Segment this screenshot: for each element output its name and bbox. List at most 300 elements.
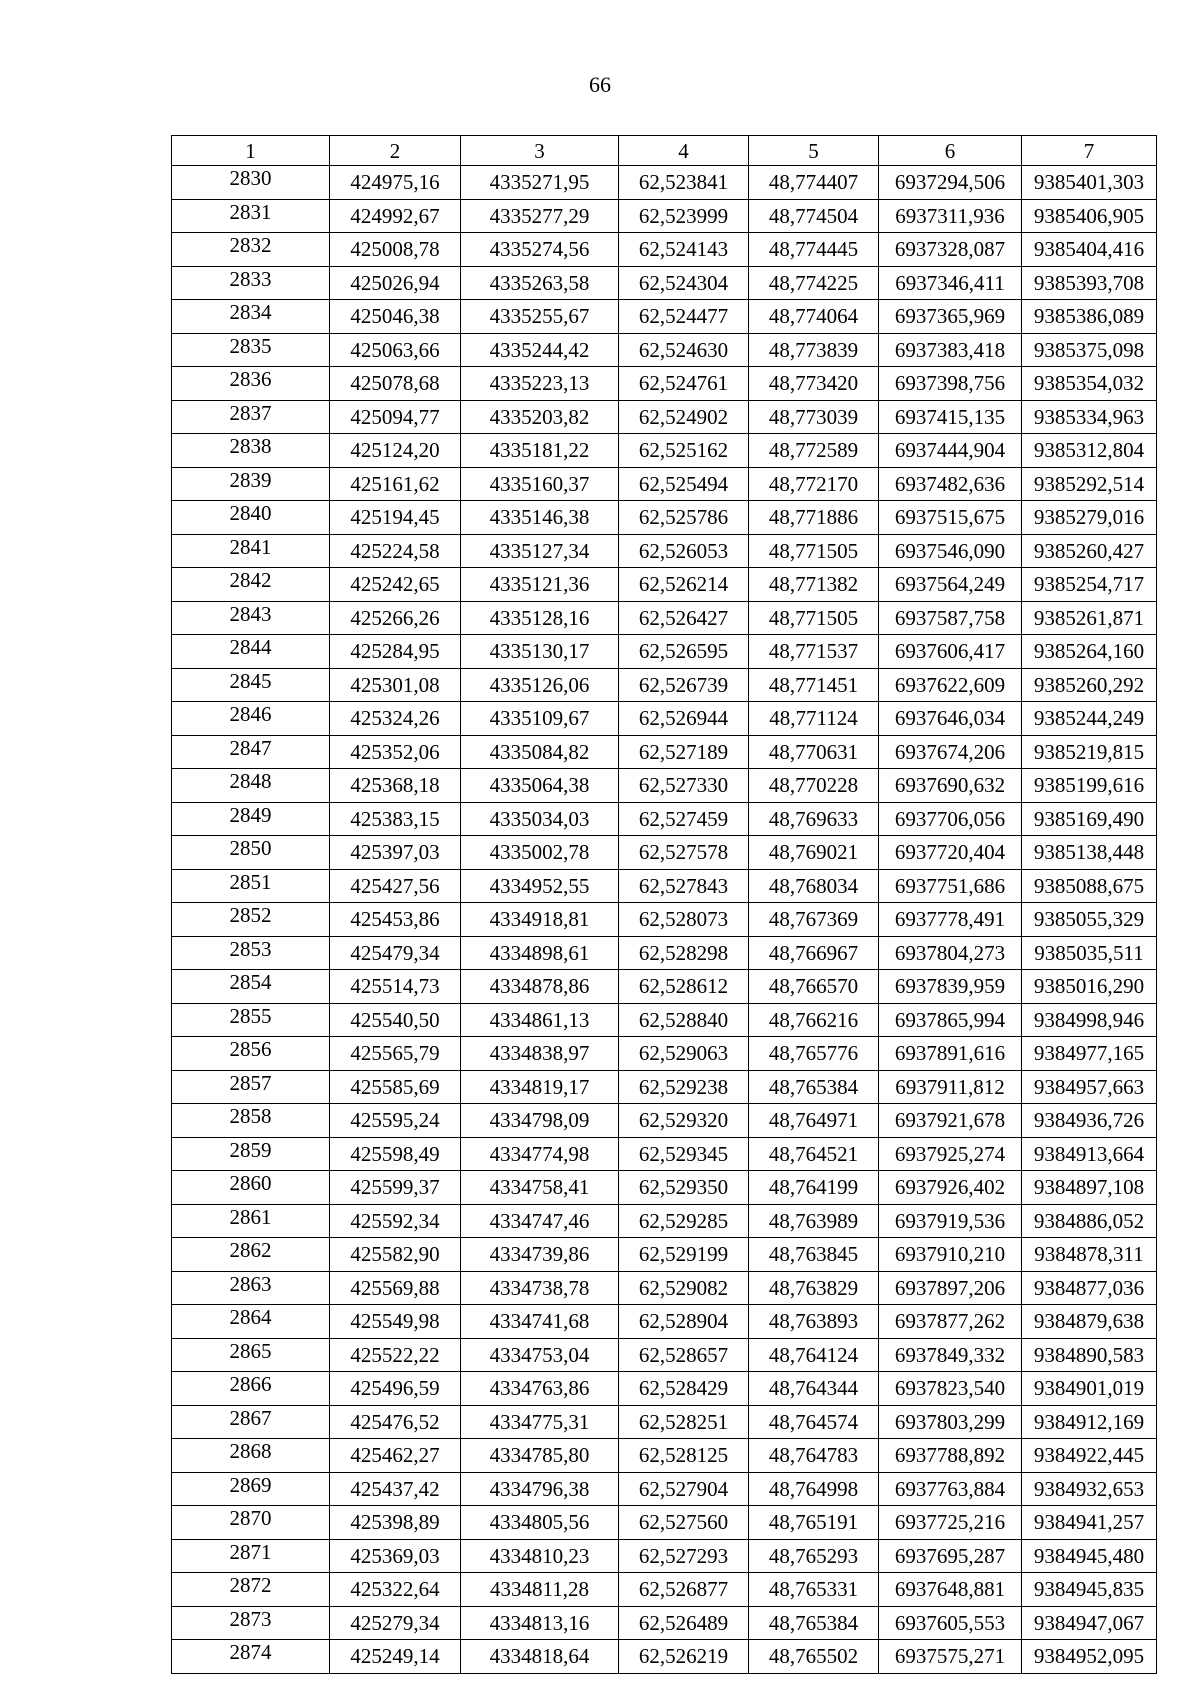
table-cell: 48,772170 xyxy=(749,467,879,501)
table-cell: 9385393,708 xyxy=(1022,266,1157,300)
table-cell: 425242,65 xyxy=(330,568,461,602)
table-cell: 6937919,536 xyxy=(879,1204,1022,1238)
table-cell: 9385244,249 xyxy=(1022,702,1157,736)
table-cell: 2845 xyxy=(172,668,330,702)
table-cell: 4334813,16 xyxy=(461,1606,619,1640)
table-cell: 4335126,06 xyxy=(461,668,619,702)
table-cell: 2847 xyxy=(172,735,330,769)
table-cell: 9384879,638 xyxy=(1022,1305,1157,1339)
table-row xyxy=(172,936,1157,970)
table-cell: 62,526944 xyxy=(619,702,749,736)
table-cell: 2841 xyxy=(172,534,330,568)
table-cell: 48,764998 xyxy=(749,1472,879,1506)
table-cell: 2858 xyxy=(172,1104,330,1138)
table-cell: 6937690,632 xyxy=(879,769,1022,803)
table-row xyxy=(172,467,1157,501)
table-cell: 2869 xyxy=(172,1472,330,1506)
table-cell: 424975,16 xyxy=(330,166,461,200)
table-cell: 62,525162 xyxy=(619,434,749,468)
table-cell: 6937294,506 xyxy=(879,166,1022,200)
column-header: 3 xyxy=(461,136,619,166)
table-cell: 48,766570 xyxy=(749,970,879,1004)
table-row xyxy=(172,735,1157,769)
table-row xyxy=(172,534,1157,568)
table-cell: 2834 xyxy=(172,300,330,334)
table-cell: 2874 xyxy=(172,1640,330,1674)
table-cell: 4335084,82 xyxy=(461,735,619,769)
table-cell: 2832 xyxy=(172,233,330,267)
table-cell: 2870 xyxy=(172,1506,330,1540)
table-cell: 48,764783 xyxy=(749,1439,879,1473)
table-cell: 4334775,31 xyxy=(461,1405,619,1439)
table-cell: 6937444,904 xyxy=(879,434,1022,468)
table-cell: 6937606,417 xyxy=(879,635,1022,669)
table-cell: 62,527904 xyxy=(619,1472,749,1506)
table-cell: 2837 xyxy=(172,400,330,434)
table-cell: 9385055,329 xyxy=(1022,903,1157,937)
table-cell: 62,526489 xyxy=(619,1606,749,1640)
table-row xyxy=(172,568,1157,602)
table-cell: 9385334,963 xyxy=(1022,400,1157,434)
table-cell: 2844 xyxy=(172,635,330,669)
table-row xyxy=(172,1506,1157,1540)
table-cell: 6937646,034 xyxy=(879,702,1022,736)
table-cell: 9385088,675 xyxy=(1022,869,1157,903)
table-cell: 9384913,664 xyxy=(1022,1137,1157,1171)
table-cell: 2851 xyxy=(172,869,330,903)
table-row xyxy=(172,1271,1157,1305)
table-cell: 4334952,55 xyxy=(461,869,619,903)
table-cell: 2855 xyxy=(172,1003,330,1037)
table-cell: 6937823,540 xyxy=(879,1372,1022,1406)
table-cell: 62,524630 xyxy=(619,333,749,367)
table-cell: 48,765191 xyxy=(749,1506,879,1540)
table-cell: 9384936,726 xyxy=(1022,1104,1157,1138)
table-cell: 425224,58 xyxy=(330,534,461,568)
page-number: 66 xyxy=(589,72,611,97)
table-cell: 48,769633 xyxy=(749,802,879,836)
table-cell: 4335244,42 xyxy=(461,333,619,367)
table-cell: 425549,98 xyxy=(330,1305,461,1339)
table-cell: 62,528840 xyxy=(619,1003,749,1037)
table-row xyxy=(172,769,1157,803)
table-cell: 4334741,68 xyxy=(461,1305,619,1339)
table-cell: 48,774407 xyxy=(749,166,879,200)
table-row xyxy=(172,668,1157,702)
table-cell: 9384945,835 xyxy=(1022,1573,1157,1607)
table-cell: 2848 xyxy=(172,769,330,803)
table-row xyxy=(172,802,1157,836)
table-cell: 9384977,165 xyxy=(1022,1037,1157,1071)
table-cell: 4334739,86 xyxy=(461,1238,619,1272)
table-cell: 2849 xyxy=(172,802,330,836)
table-row xyxy=(172,1171,1157,1205)
table-cell: 4335130,17 xyxy=(461,635,619,669)
table-row xyxy=(172,1539,1157,1573)
table-cell: 2842 xyxy=(172,568,330,602)
table-cell: 2861 xyxy=(172,1204,330,1238)
table-row xyxy=(172,635,1157,669)
table-cell: 9384897,108 xyxy=(1022,1171,1157,1205)
table-cell: 48,764344 xyxy=(749,1372,879,1406)
table-cell: 6937804,273 xyxy=(879,936,1022,970)
table-cell: 4334796,38 xyxy=(461,1472,619,1506)
table-cell: 6937546,090 xyxy=(879,534,1022,568)
table-cell: 48,765331 xyxy=(749,1573,879,1607)
table-row xyxy=(172,1070,1157,1104)
table-cell: 4335203,82 xyxy=(461,400,619,434)
table-cell: 4334818,64 xyxy=(461,1640,619,1674)
table-cell: 6937911,812 xyxy=(879,1070,1022,1104)
table-cell: 48,774064 xyxy=(749,300,879,334)
table-cell: 9385401,303 xyxy=(1022,166,1157,200)
table-cell: 62,527330 xyxy=(619,769,749,803)
table-cell: 2852 xyxy=(172,903,330,937)
table-cell: 6937383,418 xyxy=(879,333,1022,367)
table-row xyxy=(172,1037,1157,1071)
table-cell: 425599,37 xyxy=(330,1171,461,1205)
table-cell: 48,763893 xyxy=(749,1305,879,1339)
table-cell: 4334747,46 xyxy=(461,1204,619,1238)
table-row xyxy=(172,903,1157,937)
table-cell: 62,526214 xyxy=(619,568,749,602)
table-cell: 4334811,28 xyxy=(461,1573,619,1607)
table-row xyxy=(172,1204,1157,1238)
table-cell: 9385312,804 xyxy=(1022,434,1157,468)
table-cell: 4334738,78 xyxy=(461,1271,619,1305)
table-cell: 48,773839 xyxy=(749,333,879,367)
table-cell: 9385404,416 xyxy=(1022,233,1157,267)
table-cell: 4334819,17 xyxy=(461,1070,619,1104)
table-cell: 62,528612 xyxy=(619,970,749,1004)
table-cell: 62,528251 xyxy=(619,1405,749,1439)
table-cell: 425569,88 xyxy=(330,1271,461,1305)
table-row xyxy=(172,1305,1157,1339)
table-cell: 6937695,287 xyxy=(879,1539,1022,1573)
table-cell: 6937674,206 xyxy=(879,735,1022,769)
table-cell: 9384886,052 xyxy=(1022,1204,1157,1238)
table-cell: 425078,68 xyxy=(330,367,461,401)
table-cell: 62,526053 xyxy=(619,534,749,568)
table-cell: 4335064,38 xyxy=(461,769,619,803)
table-cell: 4334798,09 xyxy=(461,1104,619,1138)
column-header: 6 xyxy=(879,136,1022,166)
table-row xyxy=(172,1405,1157,1439)
table-cell: 6937575,271 xyxy=(879,1640,1022,1674)
table-cell: 48,763845 xyxy=(749,1238,879,1272)
table-row xyxy=(172,1238,1157,1272)
table-cell: 48,767369 xyxy=(749,903,879,937)
table-cell: 9385386,089 xyxy=(1022,300,1157,334)
table-cell: 6937751,686 xyxy=(879,869,1022,903)
table-cell: 9384901,019 xyxy=(1022,1372,1157,1406)
table-row xyxy=(172,1104,1157,1138)
table-cell: 62,523841 xyxy=(619,166,749,200)
table-cell: 4335034,03 xyxy=(461,802,619,836)
table-cell: 2857 xyxy=(172,1070,330,1104)
table-cell: 62,528657 xyxy=(619,1338,749,1372)
coordinates-table xyxy=(171,135,1157,1674)
table-cell: 6937926,402 xyxy=(879,1171,1022,1205)
table-cell: 425249,14 xyxy=(330,1640,461,1674)
table-cell: 4335128,16 xyxy=(461,601,619,635)
table-cell: 424992,67 xyxy=(330,199,461,233)
table-body xyxy=(172,136,1157,1674)
table-cell: 48,774445 xyxy=(749,233,879,267)
table-cell: 9385138,448 xyxy=(1022,836,1157,870)
table-cell: 6937587,758 xyxy=(879,601,1022,635)
table-cell: 2871 xyxy=(172,1539,330,1573)
table-cell: 6937415,135 xyxy=(879,400,1022,434)
table-cell: 62,529345 xyxy=(619,1137,749,1171)
table-cell: 425266,26 xyxy=(330,601,461,635)
table-cell: 6937365,969 xyxy=(879,300,1022,334)
table-cell: 2864 xyxy=(172,1305,330,1339)
table-cell: 6937346,411 xyxy=(879,266,1022,300)
table-cell: 425514,73 xyxy=(330,970,461,1004)
table-cell: 9384957,663 xyxy=(1022,1070,1157,1104)
table-cell: 62,524304 xyxy=(619,266,749,300)
table-cell: 2838 xyxy=(172,434,330,468)
table-cell: 62,523999 xyxy=(619,199,749,233)
table-cell: 62,526427 xyxy=(619,601,749,635)
table-cell: 6937648,881 xyxy=(879,1573,1022,1607)
table-cell: 9384878,311 xyxy=(1022,1238,1157,1272)
table-row xyxy=(172,1372,1157,1406)
table-cell: 425279,34 xyxy=(330,1606,461,1640)
table-row xyxy=(172,1003,1157,1037)
table-cell: 425063,66 xyxy=(330,333,461,367)
table-cell: 425522,22 xyxy=(330,1338,461,1372)
table-cell: 2873 xyxy=(172,1606,330,1640)
table-cell: 48,763989 xyxy=(749,1204,879,1238)
table-row xyxy=(172,400,1157,434)
table-cell: 48,765384 xyxy=(749,1070,879,1104)
table-cell: 425592,34 xyxy=(330,1204,461,1238)
table-cell: 48,771451 xyxy=(749,668,879,702)
table-cell: 9385354,032 xyxy=(1022,367,1157,401)
table-cell: 425161,62 xyxy=(330,467,461,501)
table-cell: 4335181,22 xyxy=(461,434,619,468)
table-cell: 4334753,04 xyxy=(461,1338,619,1372)
table-header-row xyxy=(172,136,1157,166)
table-cell: 48,773420 xyxy=(749,367,879,401)
table-cell: 48,764199 xyxy=(749,1171,879,1205)
table-cell: 4334898,61 xyxy=(461,936,619,970)
table-cell: 6937482,636 xyxy=(879,467,1022,501)
table-cell: 9384941,257 xyxy=(1022,1506,1157,1540)
table-cell: 425368,18 xyxy=(330,769,461,803)
table-row xyxy=(172,266,1157,300)
table-cell: 9385264,160 xyxy=(1022,635,1157,669)
table-cell: 2846 xyxy=(172,702,330,736)
table-row xyxy=(172,836,1157,870)
table-cell: 425453,86 xyxy=(330,903,461,937)
table-cell: 48,771505 xyxy=(749,601,879,635)
table-cell: 62,529199 xyxy=(619,1238,749,1272)
table-cell: 9385260,427 xyxy=(1022,534,1157,568)
table-cell: 2854 xyxy=(172,970,330,1004)
table-cell: 9385375,098 xyxy=(1022,333,1157,367)
table-cell: 2872 xyxy=(172,1573,330,1607)
table-cell: 425496,59 xyxy=(330,1372,461,1406)
table-cell: 48,771382 xyxy=(749,568,879,602)
table-cell: 2850 xyxy=(172,836,330,870)
table-cell: 425479,34 xyxy=(330,936,461,970)
table-cell: 9385016,290 xyxy=(1022,970,1157,1004)
table-cell: 2865 xyxy=(172,1338,330,1372)
table-cell: 425124,20 xyxy=(330,434,461,468)
table-row xyxy=(172,1606,1157,1640)
table-row xyxy=(172,434,1157,468)
table-cell: 425383,15 xyxy=(330,802,461,836)
table-cell: 2833 xyxy=(172,266,330,300)
table-cell: 4334763,86 xyxy=(461,1372,619,1406)
table-cell: 48,765502 xyxy=(749,1640,879,1674)
table-row xyxy=(172,601,1157,635)
table-row xyxy=(172,1137,1157,1171)
table-cell: 4335109,67 xyxy=(461,702,619,736)
table-cell: 48,771505 xyxy=(749,534,879,568)
table-cell: 9384890,583 xyxy=(1022,1338,1157,1372)
table-cell: 62,528429 xyxy=(619,1372,749,1406)
table-cell: 2867 xyxy=(172,1405,330,1439)
table-cell: 4335002,78 xyxy=(461,836,619,870)
table-cell: 6937925,274 xyxy=(879,1137,1022,1171)
table-cell: 6937921,678 xyxy=(879,1104,1022,1138)
table-cell: 62,524761 xyxy=(619,367,749,401)
table-cell: 4334774,98 xyxy=(461,1137,619,1171)
table-cell: 2836 xyxy=(172,367,330,401)
table-cell: 6937622,609 xyxy=(879,668,1022,702)
column-header: 4 xyxy=(619,136,749,166)
table-cell: 6937877,262 xyxy=(879,1305,1022,1339)
table-cell: 9385169,490 xyxy=(1022,802,1157,836)
table-cell: 6937910,210 xyxy=(879,1238,1022,1272)
table-cell: 48,764521 xyxy=(749,1137,879,1171)
table-cell: 4335263,58 xyxy=(461,266,619,300)
table-cell: 9384877,036 xyxy=(1022,1271,1157,1305)
table-cell: 48,769021 xyxy=(749,836,879,870)
table-cell: 425565,79 xyxy=(330,1037,461,1071)
table-cell: 425427,56 xyxy=(330,869,461,903)
table-cell: 6937311,936 xyxy=(879,199,1022,233)
table-cell: 6937865,994 xyxy=(879,1003,1022,1037)
table-row xyxy=(172,233,1157,267)
table-cell: 6937398,756 xyxy=(879,367,1022,401)
table-row xyxy=(172,869,1157,903)
table-cell: 9385279,016 xyxy=(1022,501,1157,535)
table-cell: 48,764124 xyxy=(749,1338,879,1372)
table-cell: 62,529285 xyxy=(619,1204,749,1238)
table-cell: 48,770228 xyxy=(749,769,879,803)
table-cell: 9384945,480 xyxy=(1022,1539,1157,1573)
table-cell: 425301,08 xyxy=(330,668,461,702)
table-row xyxy=(172,199,1157,233)
table-cell: 4334810,23 xyxy=(461,1539,619,1573)
table-cell: 6937803,299 xyxy=(879,1405,1022,1439)
table-cell: 48,764971 xyxy=(749,1104,879,1138)
table-cell: 6937849,332 xyxy=(879,1338,1022,1372)
table-cell: 4334758,41 xyxy=(461,1171,619,1205)
table-cell: 9385199,616 xyxy=(1022,769,1157,803)
table-cell: 4335255,67 xyxy=(461,300,619,334)
table-cell: 62,527293 xyxy=(619,1539,749,1573)
table-cell: 425369,03 xyxy=(330,1539,461,1573)
table-cell: 48,774504 xyxy=(749,199,879,233)
table-cell: 4334918,81 xyxy=(461,903,619,937)
table-cell: 9384998,946 xyxy=(1022,1003,1157,1037)
table-cell: 62,524902 xyxy=(619,400,749,434)
table-cell: 4334785,80 xyxy=(461,1439,619,1473)
table-cell: 62,528904 xyxy=(619,1305,749,1339)
table-cell: 48,772589 xyxy=(749,434,879,468)
table-cell: 425094,77 xyxy=(330,400,461,434)
table-cell: 9385254,717 xyxy=(1022,568,1157,602)
table-cell: 9385292,514 xyxy=(1022,467,1157,501)
table-cell: 48,764574 xyxy=(749,1405,879,1439)
table-cell: 6937328,087 xyxy=(879,233,1022,267)
table-row xyxy=(172,702,1157,736)
table-cell: 48,765384 xyxy=(749,1606,879,1640)
table-row xyxy=(172,1472,1157,1506)
table-cell: 62,528073 xyxy=(619,903,749,937)
table-cell: 4335271,95 xyxy=(461,166,619,200)
table-row xyxy=(172,333,1157,367)
table-cell: 9384932,653 xyxy=(1022,1472,1157,1506)
table-cell: 9385035,511 xyxy=(1022,936,1157,970)
table-cell: 62,527459 xyxy=(619,802,749,836)
table-cell: 48,766216 xyxy=(749,1003,879,1037)
table-cell: 62,527560 xyxy=(619,1506,749,1540)
table-cell: 2853 xyxy=(172,936,330,970)
table-row xyxy=(172,1573,1157,1607)
table-cell: 48,766967 xyxy=(749,936,879,970)
table-cell: 2835 xyxy=(172,333,330,367)
table-cell: 6937839,959 xyxy=(879,970,1022,1004)
table-cell: 62,527578 xyxy=(619,836,749,870)
table-cell: 425008,78 xyxy=(330,233,461,267)
table-cell: 48,765293 xyxy=(749,1539,879,1573)
table-cell: 6937891,616 xyxy=(879,1037,1022,1071)
table-cell: 425598,49 xyxy=(330,1137,461,1171)
table-cell: 48,768034 xyxy=(749,869,879,903)
table-cell: 425322,64 xyxy=(330,1573,461,1607)
table-cell: 48,763829 xyxy=(749,1271,879,1305)
table-cell: 48,773039 xyxy=(749,400,879,434)
table-cell: 6937720,404 xyxy=(879,836,1022,870)
table-row xyxy=(172,166,1157,200)
table-cell: 9384922,445 xyxy=(1022,1439,1157,1473)
table-row xyxy=(172,367,1157,401)
table-cell: 62,526595 xyxy=(619,635,749,669)
table-row xyxy=(172,1640,1157,1674)
table-cell: 2856 xyxy=(172,1037,330,1071)
table-cell: 62,528125 xyxy=(619,1439,749,1473)
table-cell: 4335223,13 xyxy=(461,367,619,401)
table-cell: 2863 xyxy=(172,1271,330,1305)
table-cell: 425194,45 xyxy=(330,501,461,535)
table-cell: 62,526877 xyxy=(619,1573,749,1607)
column-header: 7 xyxy=(1022,136,1157,166)
table-cell: 425398,89 xyxy=(330,1506,461,1540)
table-cell: 6937763,884 xyxy=(879,1472,1022,1506)
table-row xyxy=(172,300,1157,334)
table-cell: 48,771124 xyxy=(749,702,879,736)
table-cell: 425046,38 xyxy=(330,300,461,334)
table-cell: 9384912,169 xyxy=(1022,1405,1157,1439)
table-cell: 62,529063 xyxy=(619,1037,749,1071)
